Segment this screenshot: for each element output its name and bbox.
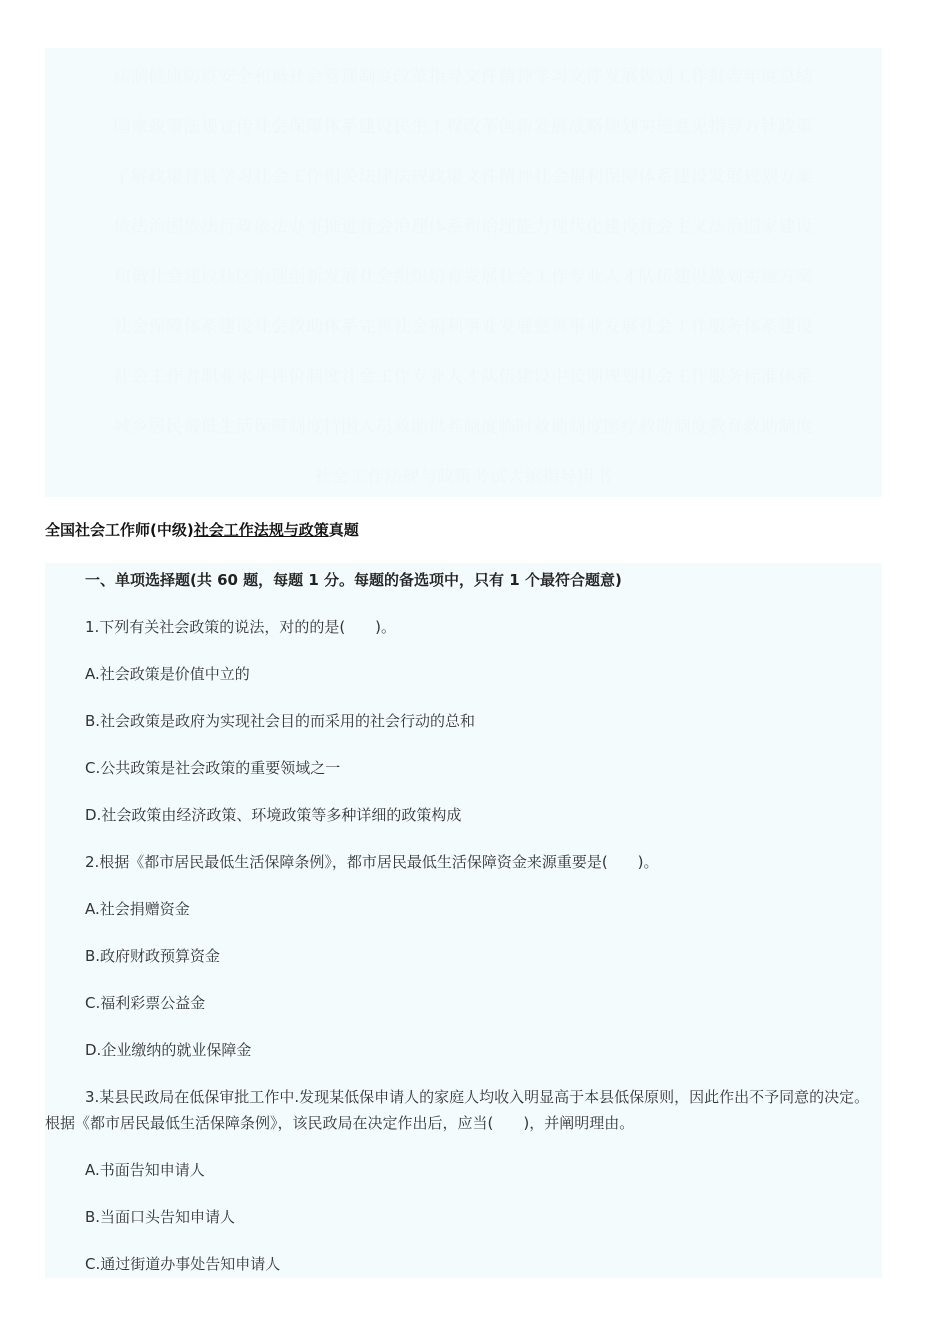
answer-option: C.公共政策是社会政策的重要领域之一 [85, 759, 341, 777]
answer-option: C.福利彩票公益金 [85, 994, 206, 1012]
exam-content [45, 563, 882, 1278]
title-subject: 社会工作法规与政策 [193, 521, 329, 539]
answer-option: A.社会政策是价值中立的 [85, 665, 250, 683]
answer-option: B.当面口头告知申请人 [85, 1208, 236, 1226]
watermark-line: 城乡居民最低生活保障制度特困人员救助供养制度临时救助制度医疗救助制度教育救助制度 [113, 417, 814, 437]
answer-option: B.社会政策是政府为实现社会目的而采用的社会行动的总和 [85, 712, 476, 730]
question-stem: 1.下列有关社会政策的说法，对的的是( )。 [85, 618, 397, 636]
question-stem: 3.某县民政局在低保审批工作中.发现某低保申请人的家庭人均收入明显高于本县低保原则，因此作出不予同意的决定。根据《都市居民最低生活保障条例》，该民政局在决定作出后，应当( )，并阐明理由。 [45, 1088, 870, 1132]
watermark-line: 社会工作者职业水平评价制度社会工作专业人才队伍建设中长期规划社会工作服务标准体系 [113, 367, 814, 387]
answer-option: C.通过街道办事处告知申请人 [85, 1255, 281, 1273]
title-suffix: 真题 [328, 521, 359, 539]
watermark-line: 和谐社会建设社区治理创新发展社会组织培育发展社会工作专业人才队伍建设规划实施方案 [113, 267, 814, 287]
document-title [45, 519, 359, 540]
watermark-line: 法制健康防疫安全和谐社会管理制度改革指导文件精神学习文件发展规划工作报告年度总结 [113, 67, 814, 87]
watermark-line: 社会工作法规与政策考试大纲指导用书 [314, 467, 613, 487]
answer-option: B.政府财政预算资金 [85, 947, 221, 965]
answer-option: D.社会政策由经济政策、环境政策等多种详细的政策构成 [85, 806, 462, 824]
watermark-line: 了解政策背景学习社会工作相关法律法规政策文件精神社会福利保障体系建设发展规划方案 [113, 167, 814, 187]
watermark-area [45, 48, 882, 497]
watermark-line: 依法治国依法行政依法办事推进社会治理体系和治理能力现代化建设社会主义法治国家建设 [113, 217, 814, 237]
watermark-line: 社会保障体系建设社会救助体系完善社会福利事业发展慈善事业发展社会工作服务体系建设 [113, 317, 814, 337]
answer-option: A.书面告知申请人 [85, 1161, 205, 1179]
section-heading: 一、单项选择题(共 60 题，每题 1 分。每题的备选项中，只有 1 个最符合题意) [85, 571, 622, 589]
watermark-line: 国家政策法规宣传社会保障体系建设民生工程改革创新发展战略规划实施意见指导方针政策 [113, 117, 814, 137]
answer-option: D.企业缴纳的就业保障金 [85, 1041, 252, 1059]
title-prefix: 全国社会工作师(中级) [45, 521, 194, 539]
question-stem: 2.根据《都市居民最低生活保障条例》，都市居民最低生活保障资金来源重要是( )。 [85, 853, 659, 871]
answer-option: A.社会捐赠资金 [85, 900, 190, 918]
